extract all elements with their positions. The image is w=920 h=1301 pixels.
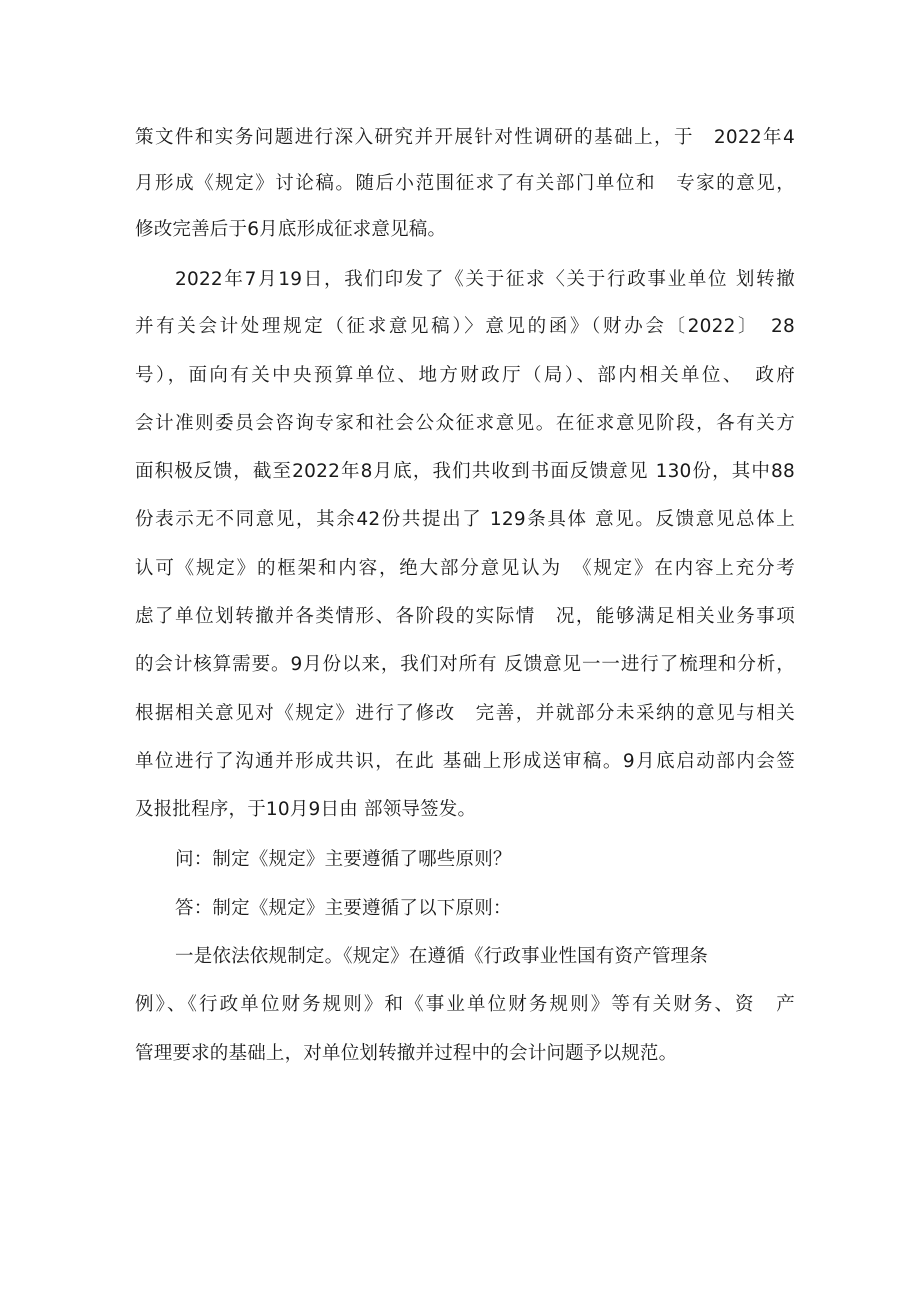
paragraph-2-line-1: 2022年7月19日，我们印发了《关于征求〈关于行政事业单位 划转撤 bbox=[175, 269, 795, 290]
principle-1-line-2: 例》、《行政单位财务规则》和《事业单位财务规则》等有关财务、资 产 bbox=[135, 994, 795, 1015]
paragraph-2-line-11: 单位进行了沟通并形成共识，在此 基础上形成送审稿。9月底启动部内会签 bbox=[135, 751, 795, 772]
paragraph-2-line-4: 会计准则委员会咨询专家和社会公众征求意见。在征求意见阶段，各有关方 bbox=[135, 413, 795, 434]
paragraph-2-line-6: 份表示无不同意见，其余42份共提出了 129条具体 意见。反馈意见总体上 bbox=[135, 509, 795, 530]
question-line: 问：制定《规定》主要遵循了哪些原则？ bbox=[175, 849, 512, 870]
paragraph-2-line-9: 的会计核算需要。9月份以来，我们对所有 反馈意见一一进行了梳理和分析， bbox=[135, 654, 795, 675]
paragraph-2-line-3: 号），面向有关中央预算单位、地方财政厅（局）、部内相关单位、 政府 bbox=[135, 365, 795, 386]
paragraph-2-line-12: 及报批程序，于10月9日由 部领导签发。 bbox=[135, 799, 477, 820]
paragraph-1-line-3: 修改完善后于6月底形成征求意见稿。 bbox=[135, 219, 447, 240]
paragraph-2-line-8: 虑了单位划转撤并各类情形、各阶段的实际情 况，能够满足相关业务事项 bbox=[135, 606, 795, 627]
principle-1-line-1: 一是依法依规制定。《规定》在遵循《行政事业性国有资产管理条 bbox=[175, 946, 709, 967]
paragraph-2-line-7: 认可《规定》的框架和内容，绝大部分意见认为 《规定》在内容上充分考 bbox=[135, 558, 795, 579]
paragraph-1-line-1: 策文件和实务问题进行深入研究并开展针对性调研的基础上，于 2022年4 bbox=[135, 127, 795, 148]
paragraph-2-line-5: 面积极反馈，截至2022年8月底，我们共收到书面反馈意见 130份，其中88 bbox=[135, 461, 795, 482]
paragraph-2-line-2: 并有关会计处理规定（征求意见稿）〉意见的函》（财办会〔2022〕 28 bbox=[135, 316, 795, 337]
principle-1-line-3: 管理要求的基础上，对单位划转撤并过程中的会计问题予以规范。 bbox=[135, 1043, 678, 1064]
paragraph-2-line-10: 根据相关意见对《规定》进行了修改 完善，并就部分未采纳的意见与相关 bbox=[135, 703, 795, 724]
paragraph-1-line-2: 月形成《规定》讨论稿。随后小范围征求了有关部门单位和 专家的意见， bbox=[135, 173, 795, 194]
answer-line: 答：制定《规定》主要遵循了以下原则： bbox=[175, 898, 512, 919]
